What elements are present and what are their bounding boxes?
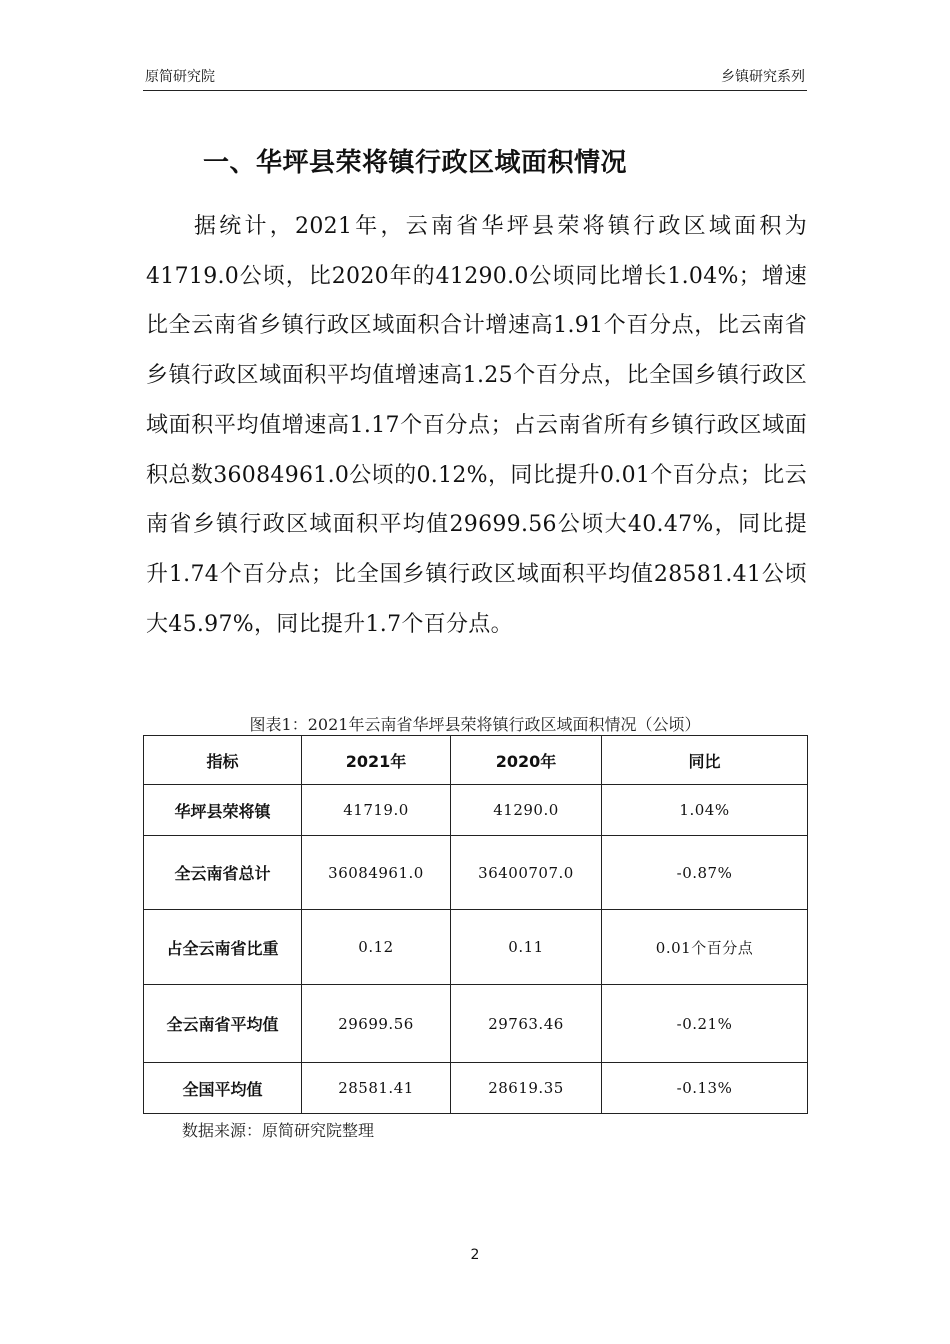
cell-2020: 41290.0 — [451, 785, 602, 836]
table-caption: 图表1：2021年云南省华坪县荣将镇行政区域面积情况（公顷） — [249, 715, 701, 734]
table-row — [144, 985, 808, 1063]
cell-2021: 36084961.0 — [302, 836, 451, 910]
cell-2020: 0.11 — [451, 910, 602, 985]
data-source-note: 数据来源：原简研究院整理 — [182, 1121, 375, 1140]
cell-yoy: 1.04% — [602, 785, 808, 836]
table-row — [144, 910, 808, 985]
row-label: 全云南省平均值 — [144, 985, 302, 1063]
row-label: 占全云南省比重 — [144, 910, 302, 985]
cell-yoy: -0.21% — [602, 985, 808, 1063]
cell-2020: 36400707.0 — [451, 836, 602, 910]
table-header-row — [144, 736, 808, 785]
header-indicator: 指标 — [144, 736, 302, 785]
body-paragraph: 据统计，2021年，云南省华坪县荣将镇行政区域面积为41719.0公顷，比2020年的41290.0公顷同比增长1.04%；增速比全云南省乡镇行政区域面积合计增速高1.91个百分点，比云南省乡镇行政区域面积平均值增速高1.25个百分点，比全国乡镇行政区域面积平均值增速高1.17个百分点；占云南省所有乡镇行政区域面积总数36084961.0公顷的0.12%，同比提升0.01个百分点；比云南省乡镇行政区域面积平均值29699.56公顷大40.47%，同比提升1.74个百分点；比全国乡镇行政区域面积平均值28581.41公顷大45.97%，同比提升1.7个百分点。 — [146, 214, 807, 637]
header-2020: 2020年 — [451, 736, 602, 785]
page-header — [143, 66, 807, 91]
cell-yoy: -0.87% — [602, 836, 808, 910]
cell-2020: 28619.35 — [451, 1063, 602, 1114]
table-row — [144, 1063, 808, 1114]
page-number: 2 — [470, 1247, 480, 1263]
section-title: 一、华坪县荣将镇行政区域面积情况 — [203, 148, 628, 178]
header-2021: 2021年 — [302, 736, 451, 785]
area-table — [143, 735, 808, 1114]
cell-2020: 29763.46 — [451, 985, 602, 1063]
cell-yoy: -0.13% — [602, 1063, 808, 1114]
cell-2021: 0.12 — [302, 910, 451, 985]
row-label: 全国平均值 — [144, 1063, 302, 1114]
table-row — [144, 836, 808, 910]
cell-2021: 29699.56 — [302, 985, 451, 1063]
table-row — [144, 785, 808, 836]
row-label: 全云南省总计 — [144, 836, 302, 910]
cell-2021: 28581.41 — [302, 1063, 451, 1114]
row-label: 华坪县荣将镇 — [144, 785, 302, 836]
cell-yoy: 0.01个百分点 — [602, 910, 808, 985]
header-yoy: 同比 — [602, 736, 808, 785]
header-series-name: 乡镇研究系列 — [721, 69, 805, 85]
cell-2021: 41719.0 — [302, 785, 451, 836]
header-org-name: 原简研究院 — [145, 69, 215, 85]
